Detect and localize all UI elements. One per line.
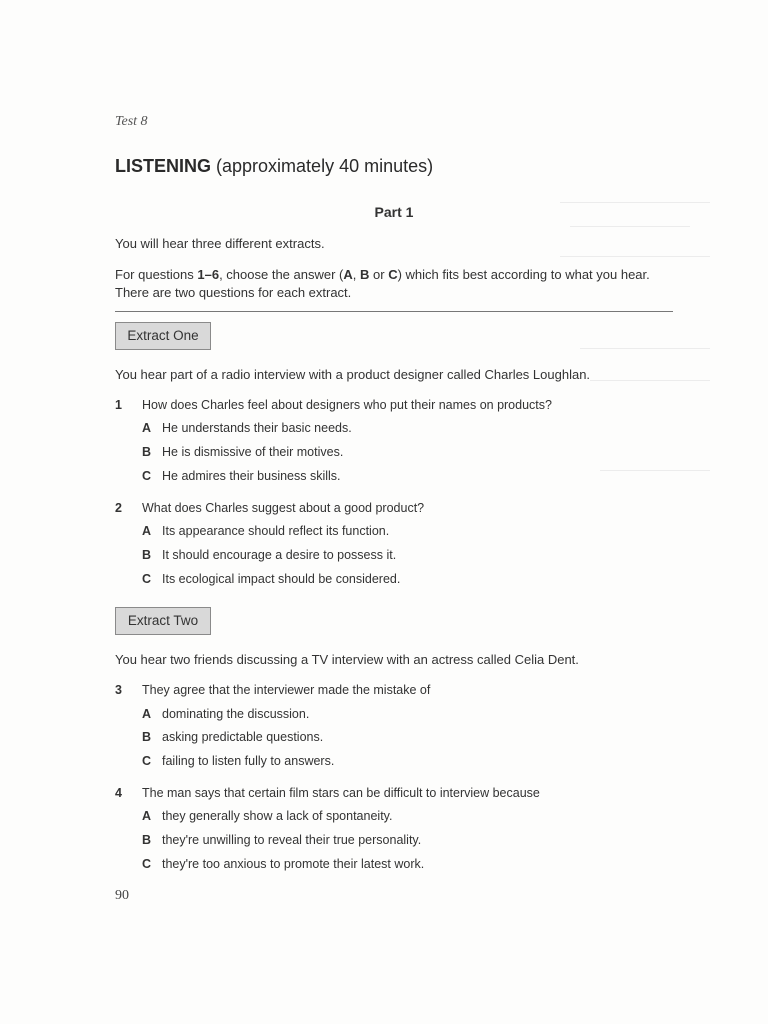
instructions-post: ) which fits best according to what you hear. There are two questions for each extract.: [115, 267, 650, 300]
option-letter: B: [142, 548, 152, 562]
section-title-rest: (approximately 40 minutes): [211, 156, 434, 176]
option-text: dominating the discussion.: [162, 707, 310, 721]
instructions-range: 1–6: [197, 267, 220, 282]
show-through-line: [570, 226, 690, 227]
option-letter: B: [142, 730, 152, 744]
section-title: [115, 156, 433, 177]
show-through-line: [580, 348, 710, 349]
instructions-sep2: or: [369, 267, 389, 282]
question-number: 4: [115, 786, 122, 800]
section-title-bold: LISTENING: [115, 156, 212, 176]
option-text: asking predictable questions.: [162, 730, 324, 744]
question-number: 2: [115, 501, 122, 515]
option-2b: [142, 547, 396, 563]
option-letter: C: [142, 754, 152, 768]
part-heading: Part 1: [374, 204, 414, 220]
option-1c: [142, 468, 341, 484]
extract-one-context: You hear part of a radio interview with a product designer called Charles Loughlan.: [115, 367, 591, 382]
option-2a: [142, 523, 389, 539]
question-number: 1: [115, 398, 122, 412]
option-letter: A: [142, 707, 152, 721]
question-text: How does Charles feel about designers who put their names on products?: [142, 398, 552, 412]
option-letter: A: [142, 524, 152, 538]
show-through-line: [600, 470, 710, 471]
instructions-text: [115, 266, 680, 302]
option-letter: C: [142, 469, 152, 483]
divider-rule: [115, 311, 673, 312]
page-number: 90: [115, 888, 129, 903]
option-letter: A: [142, 809, 152, 823]
option-4a: [142, 808, 392, 824]
instructions-sep1: ,: [352, 267, 360, 282]
option-text: Its appearance should reflect its function.: [162, 524, 390, 538]
option-letter: C: [142, 857, 152, 871]
option-1a: [142, 420, 352, 436]
option-text: they're unwilling to reveal their true personality.: [162, 833, 422, 847]
option-3b: [142, 729, 323, 745]
running-head: Test 8: [115, 114, 148, 129]
extract-one-label: Extract One: [115, 322, 211, 350]
show-through-line: [560, 202, 710, 203]
option-text: He understands their basic needs.: [162, 421, 352, 435]
option-letter: A: [142, 421, 152, 435]
question-number: 3: [115, 683, 122, 697]
option-letter: B: [142, 833, 152, 847]
extract-two-label: Extract Two: [115, 607, 211, 635]
option-text: failing to listen fully to answers.: [162, 754, 335, 768]
option-text: Its ecological impact should be considered.: [162, 572, 401, 586]
option-letter: B: [142, 445, 152, 459]
option-4b: [142, 832, 421, 848]
extract-two-context: You hear two friends discussing a TV interview with an actress called Celia Dent.: [115, 652, 579, 667]
option-text: they're too anxious to promote their latest work.: [162, 857, 425, 871]
option-3a: [142, 706, 309, 722]
question-text: What does Charles suggest about a good product?: [142, 501, 425, 515]
show-through-line: [560, 256, 710, 257]
option-1b: [142, 444, 343, 460]
instructions-pre: For questions: [115, 267, 198, 282]
option-letter: C: [142, 572, 152, 586]
instructions-mid: , choose the answer (: [219, 267, 344, 282]
intro-text: You will hear three different extracts.: [115, 236, 325, 251]
instructions-b: B: [360, 267, 370, 282]
option-4c: [142, 856, 424, 872]
question-text: They agree that the interviewer made the mistake of: [142, 683, 431, 697]
option-text: It should encourage a desire to possess it.: [162, 548, 397, 562]
option-3c: [142, 753, 334, 769]
question-text: The man says that certain film stars can be difficult to interview because: [142, 786, 540, 800]
option-text: they generally show a lack of spontaneity.: [162, 809, 393, 823]
instructions-a: A: [343, 267, 353, 282]
instructions-c: C: [388, 267, 398, 282]
option-text: He admires their business skills.: [162, 469, 341, 483]
option-2c: [142, 571, 400, 587]
option-text: He is dismissive of their motives.: [162, 445, 344, 459]
